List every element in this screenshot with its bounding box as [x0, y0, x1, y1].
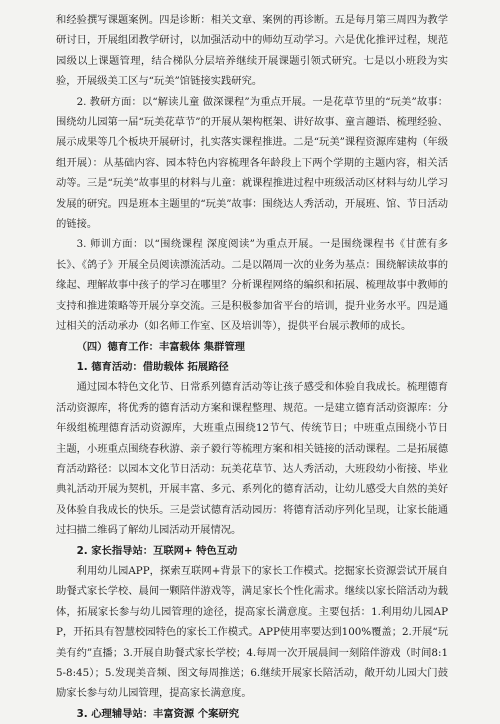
subheading-moral-activities: 1. 德育活动：借助载体 拓展路径	[76, 360, 229, 373]
subheading-psychological-guidance: 3. 心理辅导站：丰富资源 个案研究	[76, 707, 239, 720]
paragraph-parent-guidance: 利用幼儿园APP，探索互联网+背景下的家长工作模式。挖掘家长资源尝试开展自助餐式家长学校、晨间一颗陪伴游戏等，满足家长个性化需求。继续以家长陪活动为载体，拓展家长参与幼儿园管理的途径，提高家长满意度。主要包括：1.利用幼儿园APP，开拓具有智慧校园特色的家长工作模式。APP使用率要达到100%覆盖；2.开展“玩美有约”直播；3.开展自助餐式家长学校；4.每周一次开展晨间一刻陪伴游戏（时间8:15-8:45）；5.发现美音频、图文每周推送；6.继续开展家长陪活动，敞开幼儿园大门鼓励家长参与幼儿园管理，提高家长满意度。	[56, 564, 448, 700]
paragraph-research-aspect: 2. 教研方面：以“解读儿童 做深课程”为重点开展。一是花草节里的“玩美”故事：围绕幼儿园第一届“玩美花草节”的开展从架构框架、讲好故事、童言趣语、梳理经验、展示成果等几个板块开展研讨，扎实落实课程推进。二是“玩美”课程资源库建构（年级组开展）：从基础内容、园本特色内容梳理各年龄段上下两个学期的主题内容，相关活动等。三是“玩美”故事里的材料与儿童：就课程推进过程中班级活动区材料与幼儿学习发展的研究。四是班本主题里的“玩美”故事：围绕达人秀活动，开展班、馆、节日活动的链接。	[56, 95, 448, 231]
paragraph-teacher-training: 3. 师训方面：以“围绕课程 深度阅读”为重点开展。一是围绕课程书《甘蔗有多长》、《鸽子》开展全员阅读漂流活动。二是以隔周一次的业务为基点：围绕解读故事的缘起、理解故事中孩子的学习在哪里？分析课程网络的编织和拓展、梳理故事中教师的支持和推进策略等开展分享交流。三是积极参加省平台的培训，提升业务水平。四是通过相关的活动承办（如名师工作室、区及培训等），提供平台展示教师的成长。	[56, 238, 448, 333]
paragraph-teaching-research-continued: 和经验撰写课题案例。四是诊断：相关文章、案例的再诊断。五是每月第三周四为教学研讨日，开展组团教学研讨，以加强活动中的师幼互动学习。六是优化推评过程，规范园级以上课题管理，结合梯队分层培养继续开展课题引领式研究。七是以小班段为实验，开展级美工区与“玩美”馆链接实践研究。	[56, 14, 448, 88]
subheading-parent-guidance: 2. 家长指导站：互联网+ 特色互动	[76, 544, 238, 557]
section-heading-moral-education: （四）德育工作：丰富载体 集群管理	[76, 340, 245, 353]
paragraph-moral-activities: 通过园本特色文化节、日常系列德育活动等让孩子感受和体验自我成长。梳理德育活动资源库，将优秀的德育活动方案和课程整理、规范。一是建立德育活动资源库：分年级组梳理德育活动资源库，大班重点围绕12节气、传统节日；中班重点围绕小节日主题，小班重点围绕春秋游、亲子毅行等梳理方案和相关链接的活动课程。二是拓展德育活动路径：以园本文化节日活动：玩美花草节、达人秀活动，大班段幼小衔接、毕业典礼活动开展为契机，开展丰富、多元、系列化的德育活动，让幼儿感受大自然的美好及体验自我成长的快乐。三是尝试德育活动园历：将德育活动序列化呈现，让家长能通过扫描二维码了解幼儿园活动开展情况。	[56, 381, 448, 537]
